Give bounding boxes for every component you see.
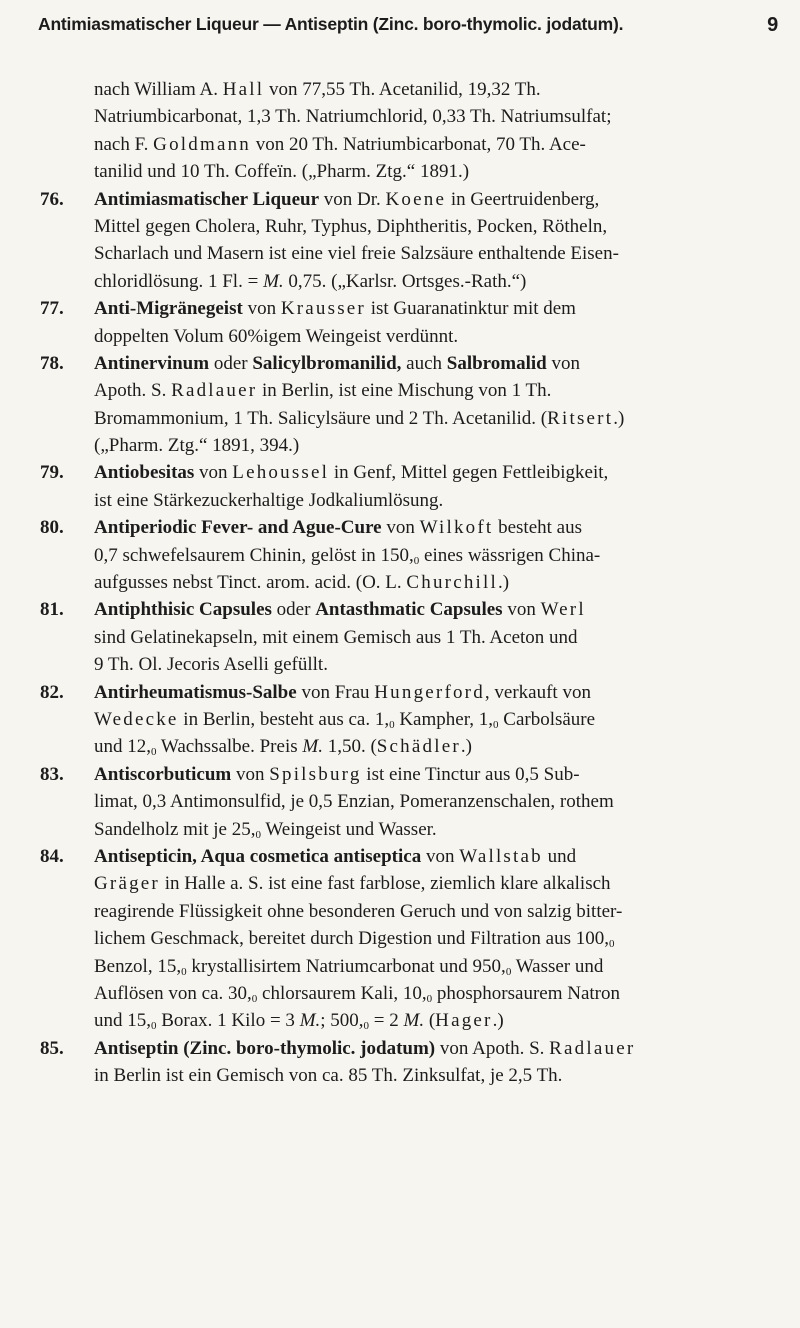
person-name: Schädler	[376, 736, 461, 758]
text-run: , verkauft von	[484, 681, 591, 703]
text-run: in Berlin ist ein Gemisch von ca. 85 Th. Zinksulfat, je 2,5 Th.	[94, 1065, 563, 1087]
text-run: (	[424, 1010, 436, 1032]
text-run: 0	[363, 1020, 370, 1033]
entry-number: 77.	[40, 298, 64, 320]
text-run: von 77,55 Th. Acetanilid, 19,32 Th.	[264, 79, 541, 100]
entry-line	[40, 898, 788, 925]
text-run: in Berlin, besteht aus ca. 1,	[178, 708, 390, 730]
text-run: von	[231, 763, 270, 785]
entry-keyword: Antirheumatismus-Salbe	[94, 681, 297, 703]
entry-first-line	[40, 76, 788, 103]
text-run: krystallisirtem Natriumcarbonat und 950,	[186, 955, 506, 977]
text-run: 1,50. (	[322, 736, 377, 758]
text-run: 0	[151, 746, 157, 759]
text-run: 0	[255, 828, 261, 841]
entry-first-line	[40, 514, 788, 541]
text-run: nach F.	[94, 133, 154, 155]
text-run: nach William A.	[94, 79, 223, 100]
text-run: 0,7 schwefelsaurem Chinin, gelöst in 150,	[94, 544, 414, 566]
entry	[40, 350, 788, 460]
text-run: besteht aus	[493, 517, 583, 539]
text-run: 0	[251, 992, 258, 1005]
entry-keyword: Antimiasmatischer Liqueur	[94, 188, 320, 210]
entry-line	[40, 103, 788, 130]
text-run: Scharlach und Masern ist eine viel freie Salzsäure enthaltende Eisen-	[94, 243, 619, 265]
text-run: Carbolsäure	[498, 708, 596, 730]
text-run: tanilid und 10 Th. Coffeïn. („Pharm. Ztg.“ 1891.)	[94, 161, 470, 183]
text-run: chloridlösung. 1 Fl. =	[94, 270, 264, 292]
text-run: M.	[302, 736, 323, 758]
text-run: und 15,	[94, 1010, 151, 1032]
text-run: 0	[609, 938, 615, 951]
text-run: M.	[263, 270, 284, 292]
entry-line	[40, 870, 788, 897]
text-run: ist eine Stärkezuckerhaltige Jodkaliumlösung.	[94, 489, 444, 511]
text-run: = 2	[369, 1010, 404, 1032]
text-run: M.	[299, 1010, 321, 1032]
text-run: phosphorsaurem Natron	[432, 982, 621, 1004]
entry-line	[40, 432, 788, 459]
text-run: ; 500,	[320, 1010, 364, 1032]
entry-line	[40, 624, 788, 651]
text-run: („Pharm. Ztg.“ 1891, 394.)	[94, 435, 300, 457]
entry-first-line	[40, 459, 788, 486]
text-run: oder	[271, 599, 316, 621]
text-run: in Genf, Mittel gegen Fettleibigkeit,	[329, 462, 609, 484]
text-run: Bromammonium, 1 Th. Salicylsäure und 2 Th. Acetanilid. (	[94, 407, 548, 429]
entry-first-line	[40, 761, 788, 788]
person-name: Spilsburg	[269, 763, 362, 785]
text-run: Apoth. S.	[94, 380, 172, 402]
entry-keyword: Antiseptin (Zinc. boro-thymolic. jodatum)	[94, 1037, 436, 1059]
entry-line	[40, 213, 788, 240]
entry-keyword: Antiscorbuticum	[94, 763, 232, 785]
text-run: Mittel gegen Cholera, Ruhr, Typhus, Diphtheritis, Pocken, Rötheln,	[94, 215, 608, 237]
text-run: von	[421, 845, 460, 867]
entry-keyword: Antiperiodic Fever- and Ague-Cure	[94, 517, 382, 539]
entry-number: 84.	[40, 845, 64, 867]
person-name: Churchill	[406, 572, 498, 594]
entry-line	[40, 542, 788, 569]
text-run: in Halle a. S. ist eine fast farblose, ziemlich klare alkalisch	[159, 873, 611, 895]
entry-keyword: Salicylbromanilid,	[252, 352, 402, 374]
text-run: Auflösen von ca. 30,	[94, 982, 252, 1004]
text-run: 9 Th. Ol. Jecoris Aselli gefüllt.	[94, 654, 328, 676]
entry-number: 85.	[40, 1037, 64, 1059]
entry	[40, 1035, 788, 1090]
person-name: Radlauer	[549, 1037, 636, 1059]
text-run: 0	[151, 1020, 157, 1033]
person-name: Radlauer	[171, 380, 258, 402]
person-name: Hungerford	[374, 681, 485, 703]
entry-first-line	[40, 295, 788, 322]
person-name: Lehoussel	[232, 462, 330, 484]
text-run: doppelten Volum 60%igem Weingeist verdünnt.	[94, 325, 459, 347]
entry-line	[40, 733, 788, 760]
entry-keyword: Antasthmatic Capsules	[315, 599, 503, 621]
entry-line	[40, 1062, 788, 1089]
entry-first-line	[40, 186, 788, 213]
entry-line	[40, 925, 788, 952]
text-run: auch	[401, 352, 447, 374]
text-run: .)	[492, 1010, 504, 1032]
entry-line	[40, 1007, 788, 1034]
entry-line	[40, 487, 788, 514]
text-run: eines wässrigen China-	[419, 544, 601, 566]
text-run: in Berlin, ist eine Mischung von 1 Th.	[257, 380, 552, 402]
entry-keyword: Antinervinum	[94, 352, 210, 374]
text-run: sind Gelatinekapseln, mit einem Gemisch aus 1 Th. Aceton und	[94, 626, 578, 648]
text-run: 0	[505, 965, 512, 978]
text-run: 0	[426, 992, 433, 1005]
text-run: chlorsaurem Kali, 10,	[257, 982, 427, 1004]
person-name: Wilkoft	[419, 517, 494, 539]
text-run: lichem Geschmack, bereitet durch Digestion und Filtration aus 100,	[94, 928, 609, 950]
text-run: Benzol, 15,	[94, 955, 182, 977]
text-run: Wachssalbe. Preis	[156, 736, 303, 758]
entry-number: 79.	[40, 462, 64, 484]
text-run: von	[502, 599, 541, 621]
text-run: 0	[493, 718, 499, 731]
entry-number: 78.	[40, 352, 64, 374]
person-name: Ritsert	[547, 407, 614, 429]
text-run: Natriumbicarbonat, 1,3 Th. Natriumchlorid, 0,33 Th. Natriumsulfat;	[94, 106, 612, 128]
entry-number: 82.	[40, 681, 64, 703]
person-name: Hall	[222, 79, 265, 100]
text-run: von	[194, 462, 233, 484]
text-run: Weingeist und Wasser.	[260, 818, 437, 840]
entry-keyword: Salbromalid	[446, 352, 547, 374]
entry-first-line	[40, 596, 788, 623]
entry-line	[40, 569, 788, 596]
running-header	[38, 10, 778, 46]
entry-first-line	[40, 843, 788, 870]
entry-line	[40, 240, 788, 267]
entry-first-line	[40, 1035, 788, 1062]
entry	[40, 76, 788, 186]
entry-line	[40, 323, 788, 350]
person-name: Wallstab	[459, 845, 543, 867]
text-run: in Geertruidenberg,	[446, 188, 600, 210]
entry-first-line	[40, 350, 788, 377]
entry-keyword: Antiobesitas	[94, 462, 195, 484]
entry	[40, 514, 788, 596]
text-run: .)	[497, 572, 510, 594]
person-name: Koene	[385, 188, 447, 210]
text-run: von	[242, 298, 281, 320]
entry-keyword: Antisepticin, Aqua cosmetica antiseptica	[94, 845, 422, 867]
document-body	[40, 76, 788, 1089]
text-run: von Dr.	[319, 188, 386, 210]
entry-line	[40, 953, 788, 980]
entry-line	[40, 158, 788, 185]
entry-keyword: Antiphthisic Capsules	[94, 599, 272, 621]
entry-number: 80.	[40, 517, 64, 539]
text-run: M.	[403, 1010, 425, 1032]
entry-line	[40, 268, 788, 295]
text-run: Borax. 1 Kilo = 3	[156, 1010, 300, 1032]
person-name: Werl	[540, 599, 586, 621]
entry-line	[40, 405, 788, 432]
text-run: 0	[413, 554, 420, 567]
text-run: reagirende Flüssigkeit ohne besonderen Geruch und von salzig bitter-	[94, 900, 623, 922]
entry-line	[40, 131, 788, 158]
text-run: Wasser und	[511, 955, 604, 977]
text-run: .)	[460, 736, 472, 758]
entry	[40, 459, 788, 514]
entry-keyword: Anti-Migränegeist	[94, 298, 243, 320]
entry-number: 81.	[40, 599, 64, 621]
entry-number: 76.	[40, 188, 64, 210]
text-run: aufgusses nebst Tinct. arom. acid. (O. L.	[94, 572, 407, 594]
person-name: Wedecke	[94, 708, 179, 730]
entry-line	[40, 651, 788, 678]
entry	[40, 186, 788, 296]
text-run: Sandelholz mit je 25,	[94, 818, 256, 840]
text-run: oder	[209, 352, 253, 374]
text-run: von 20 Th. Natriumbicarbonat, 70 Th. Ace-	[250, 133, 586, 155]
entry-line	[40, 706, 788, 733]
text-run: ist Guaranatinktur mit dem	[365, 298, 576, 320]
text-run: von Frau	[296, 681, 375, 703]
text-run: limat, 0,3 Antimonsulfid, je 0,5 Enzian, Pomeranzenschalen, rothem	[94, 791, 614, 813]
entry-line	[40, 377, 788, 404]
entry-line	[40, 816, 788, 843]
running-title: Antimiasmatischer Liqueur — Antiseptin (Zinc. boro-thymolic. jodatum).	[38, 14, 624, 34]
entry	[40, 843, 788, 1035]
text-run: Kampher, 1,	[394, 708, 494, 730]
person-name: Gräger	[94, 873, 160, 895]
text-run: von	[546, 352, 580, 374]
text-run: .)	[613, 407, 625, 429]
entry	[40, 596, 788, 678]
text-run: 0,75. („Karlsr. Ortsges.-Rath.“)	[283, 270, 527, 292]
page-number: 9	[767, 14, 778, 36]
text-run: von	[381, 517, 420, 539]
person-name: Hager	[435, 1010, 493, 1032]
text-run: von Apoth. S.	[435, 1037, 550, 1059]
entry-number: 83.	[40, 763, 64, 785]
text-run: und	[542, 845, 577, 867]
entry	[40, 295, 788, 350]
text-run: 0	[181, 965, 187, 978]
text-run: 0	[389, 718, 395, 731]
text-run: ist eine Tinctur aus 0,5 Sub-	[361, 763, 580, 785]
person-name: Krausser	[280, 298, 366, 320]
entry-line	[40, 788, 788, 815]
entry-line	[40, 980, 788, 1007]
entry	[40, 761, 788, 843]
text-run: und 12,	[94, 736, 151, 758]
entry	[40, 679, 788, 761]
person-name: Goldmann	[153, 133, 251, 155]
entry-first-line	[40, 679, 788, 706]
